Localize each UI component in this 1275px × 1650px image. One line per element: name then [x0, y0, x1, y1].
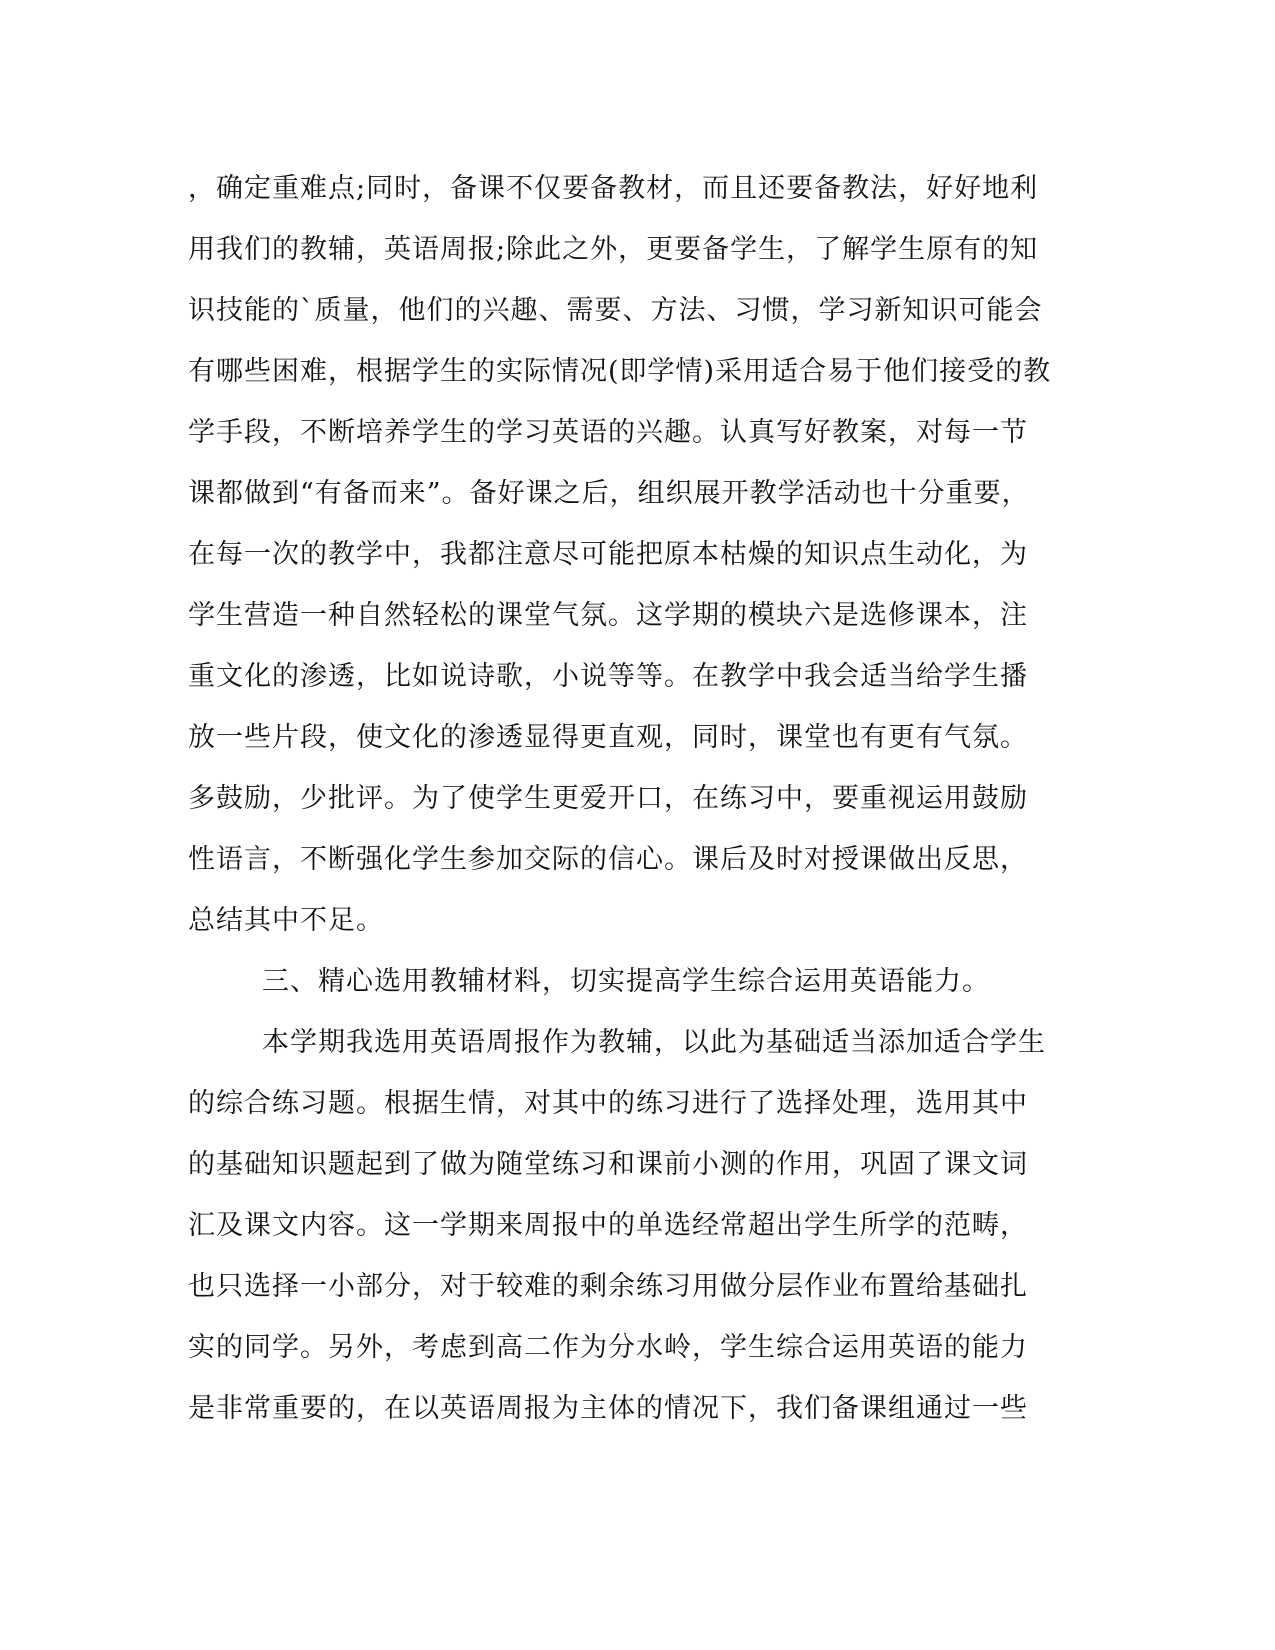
text-line: 在每一次的教学中，我都注意尽可能把原本枯燥的知识点生动化，为 [188, 539, 1028, 570]
text-line: 本学期我选用英语周报作为教辅，以此为基础适当添加适合学生 [262, 1027, 1046, 1058]
text-line: 性语言，不断强化学生参加交际的信心。课后及时对授课做出反思， [188, 844, 1028, 875]
text-line: 也只选择一小部分，对于较难的剩余练习用做分层作业布置给基础扎 [188, 1271, 1028, 1302]
text-line: 重文化的渗透，比如说诗歌，小说等等。在教学中我会适当给学生播 [188, 661, 1028, 692]
text-line: 的基础知识题起到了做为随堂练习和课前小测的作用，巩固了课文词 [188, 1149, 1028, 1180]
text-line: 多鼓励，少批评。为了使学生更爱开口，在练习中，要重视运用鼓励 [188, 783, 1028, 814]
text-line: ，确定重难点;同时，备课不仅要备教材，而且还要备教法，好好地利 [188, 173, 1039, 204]
text-line: 总结其中不足。 [188, 905, 384, 936]
text-line: 汇及课文内容。这一学期来周报中的单选经常超出学生所学的范畴， [188, 1210, 1028, 1241]
text-line: 有哪些困难，根据学生的实际情况(即学情)采用适合易于他们接受的教 [188, 356, 1052, 387]
text-line: 课都做到“有备而来”。备好课之后，组织展开教学活动也十分重要， [188, 478, 1030, 509]
text-line: 学生营造一种自然轻松的课堂气氛。这学期的模块六是选修课本，注 [188, 600, 1028, 631]
text-line: 是非常重要的，在以英语周报为主体的情况下，我们备课组通过一些 [188, 1393, 1028, 1424]
text-line: 三、精心选用教辅材料，切实提高学生综合运用英语能力。 [262, 966, 990, 997]
text-line: 的综合练习题。根据生情，对其中的练习进行了选择处理，选用其中 [188, 1088, 1028, 1119]
text-line: 用我们的教辅，英语周报;除此之外，更要备学生，了解学生原有的知 [188, 234, 1039, 265]
text-line: 识技能的`质量，他们的兴趣、需要、方法、习惯，学习新知识可能会 [188, 295, 1043, 326]
text-line: 放一些片段，使文化的渗透显得更直观，同时，课堂也有更有气氛。 [188, 722, 1028, 753]
text-line: 学手段，不断培养学生的学习英语的兴趣。认真写好教案，对每一节 [188, 417, 1028, 448]
document-body [188, 158, 1088, 1439]
text-line: 实的同学。另外，考虑到高二作为分水岭，学生综合运用英语的能力 [188, 1332, 1028, 1363]
